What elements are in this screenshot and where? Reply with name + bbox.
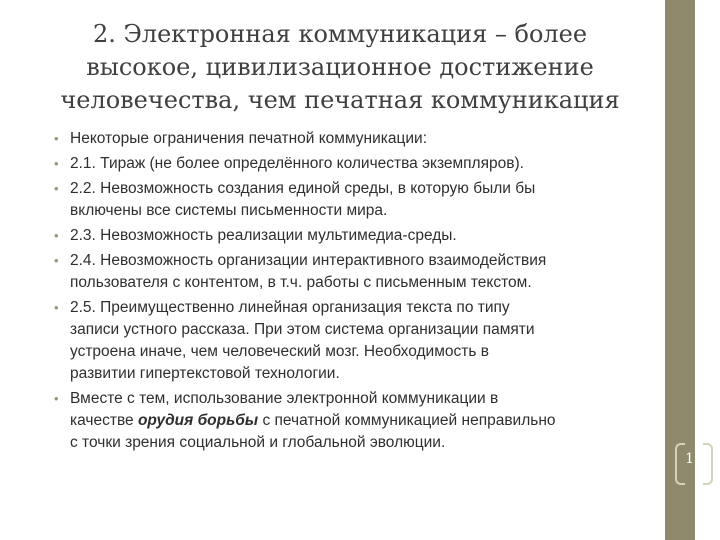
bullet-icon: • [54, 391, 59, 406]
list-item [50, 297, 650, 385]
item-text: 2.1. Тираж (не более определённого количества экземпляров). [70, 155, 524, 172]
list-item [50, 388, 650, 454]
page-number: 18 [685, 451, 703, 467]
item-text: развитии гипертекстовой технологии. [70, 365, 340, 382]
bullet-icon: • [54, 156, 59, 171]
title-line: высокое, цивилизационное достижение [86, 53, 594, 81]
list-item [50, 250, 650, 294]
item-text-part: качестве [70, 412, 138, 429]
item-text-part: с печатной коммуникацией неправильно [258, 412, 556, 429]
bullet-list [50, 128, 650, 457]
page-number-badge [675, 443, 713, 483]
item-text: 2.5. Преимущественно линейная организация текста по типу [70, 299, 510, 316]
item-text: записи устного рассказа. При этом система организации памяти [70, 321, 535, 338]
bullet-icon: • [54, 181, 59, 196]
emphasis-text: орудия борьбы [137, 412, 259, 429]
item-text: устроена иначе, чем человеческий мозг. Необходимость в [70, 343, 489, 360]
bullet-icon: • [54, 300, 59, 315]
slide-title [30, 18, 650, 117]
item-text: с точки зрения социальной и глобальной эволюции. [70, 434, 446, 451]
list-item [50, 178, 650, 222]
item-text-line [70, 410, 650, 432]
list-item [50, 225, 650, 247]
title-line: человечества, чем печатная коммуникация [60, 86, 620, 114]
bullet-icon: • [54, 131, 59, 146]
item-text: включены все системы письменности мира. [70, 202, 388, 219]
item-text: 2.4. Невозможность организации интерактивного взаимодействия [70, 252, 547, 269]
list-item [50, 153, 650, 175]
title-line: 2. Электронная коммуникация – более [92, 20, 588, 48]
item-text: 2.2. Невозможность создания единой среды, в которую были бы [70, 180, 536, 197]
bullet-icon: • [54, 228, 59, 243]
bullet-icon: • [54, 253, 59, 268]
item-text: Вместе с тем, использование электронной коммуникации в [70, 390, 499, 407]
list-item [50, 128, 650, 150]
item-text: пользователя с контентом, в т.ч. работы с письменным текстом. [70, 274, 532, 291]
item-text: 2.3. Невозможность реализации мультимедиа-среды. [70, 227, 457, 244]
item-text: Некоторые ограничения печатной коммуникации: [70, 130, 427, 147]
